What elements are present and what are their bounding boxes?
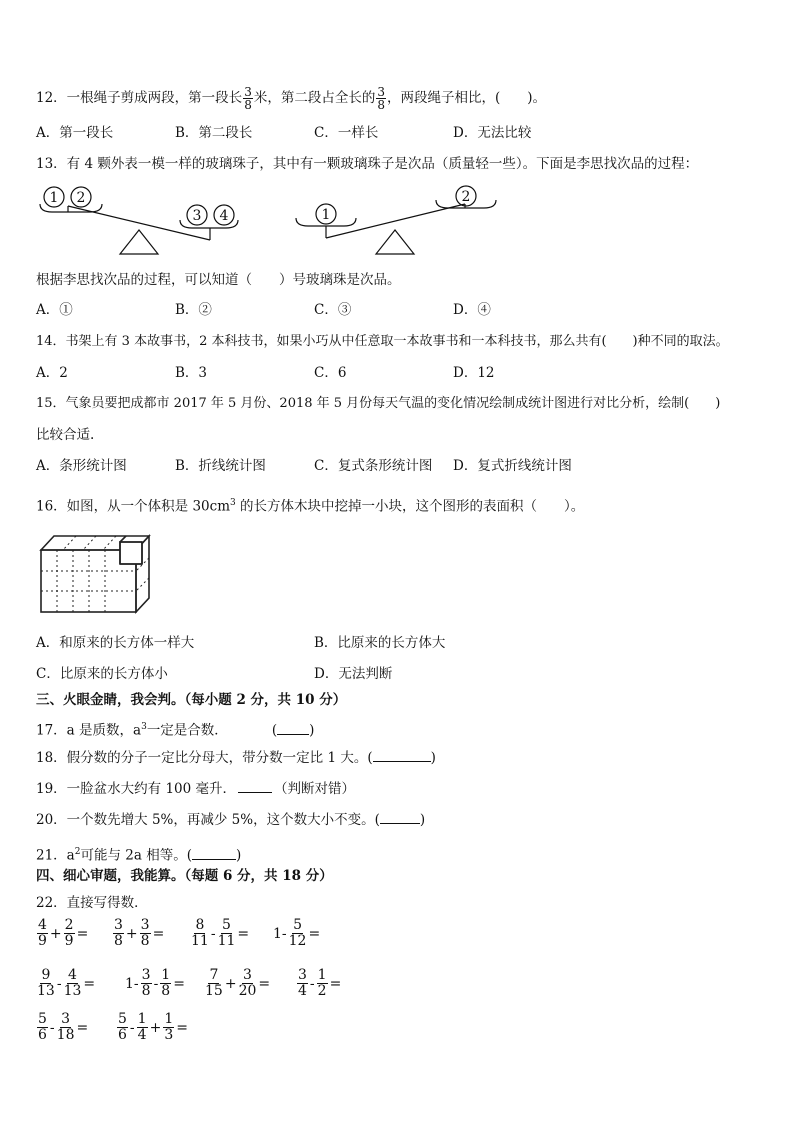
q21-answer-blank[interactable] — [192, 859, 236, 860]
q15-option-a[interactable]: A．条形统计图 — [36, 458, 127, 474]
calc-fraction: $\frac{4}{13}$ — [63, 967, 82, 999]
q14-option-b[interactable]: B．3 — [175, 365, 208, 381]
calc-operator: + — [125, 925, 138, 942]
q12-option-a[interactable]: A．第一段长 — [36, 125, 114, 141]
calc-operator: = — [76, 925, 89, 942]
calc-expression-2[interactable] — [112, 918, 165, 949]
q17-superscript: 3 — [141, 722, 147, 732]
calc-operator: = — [237, 925, 250, 942]
question-18 — [36, 748, 436, 768]
calc-operator: 1- — [125, 975, 139, 992]
q17-text-b: 一定是合数． — [146, 722, 228, 739]
calc-expression-8[interactable] — [296, 968, 342, 999]
calc-operator: + — [49, 925, 62, 942]
q21-text-a: 21．a — [36, 847, 75, 864]
bead-label-1b: 1 — [321, 207, 331, 223]
calc-fraction: $\frac{1}{2}$ — [317, 967, 327, 999]
q15-option-c[interactable]: C．复式条形统计图 — [314, 458, 433, 474]
q19-answer-blank[interactable] — [238, 792, 272, 793]
calc-expression-6[interactable] — [124, 968, 186, 999]
q20-close-paren: ) — [419, 812, 426, 828]
q17-answer-blank[interactable] — [277, 734, 309, 735]
bead-label-4: 4 — [219, 208, 229, 224]
calc-expression-4[interactable] — [272, 918, 321, 949]
q18-close-paren: ) — [430, 750, 436, 766]
calc-operator: - — [210, 925, 216, 942]
q19-hint: （判断对错） — [274, 781, 356, 797]
q21-close-paren: ) — [235, 847, 242, 864]
q17-text-a: 17．a 是质数，a — [36, 722, 142, 739]
q12-text-2: 米，第二段占全长的 — [253, 90, 376, 106]
calc-expression-1[interactable] — [36, 918, 89, 949]
calc-expression-5[interactable] — [36, 968, 96, 999]
q16-option-d[interactable]: D．无法判断 — [314, 666, 393, 682]
calc-operator: = — [329, 975, 342, 992]
q13-option-b[interactable]: B．② — [175, 302, 212, 318]
bead-label-3: 3 — [192, 208, 202, 224]
q12-text-3: ，两段绳子相比，( )。 — [386, 90, 547, 106]
calc-operator: = — [258, 975, 271, 992]
question-19 — [36, 779, 355, 799]
bead-label-2: 2 — [76, 190, 86, 206]
q12-fraction-2: $\frac{3}{8}$ — [377, 85, 385, 112]
q16-option-a[interactable]: A．和原来的长方体一样大 — [36, 635, 195, 651]
calc-fraction: $\frac{9}{13}$ — [37, 967, 55, 999]
balance-scale-1 — [40, 187, 238, 254]
q16-option-c[interactable]: C．比原来的长方体小 — [36, 666, 168, 682]
q21-text-b: 可能与 2a 相等。( — [80, 847, 192, 864]
calc-expression-10[interactable] — [116, 1012, 189, 1043]
q20-text: 20．一个数先增大 5%，再减少 5%，这个数大小不变。( — [36, 812, 380, 828]
calc-operator: - — [309, 975, 315, 992]
calc-fraction: $\frac{1}{3}$ — [164, 1011, 174, 1043]
q12-option-c[interactable]: C．一样长 — [314, 125, 379, 141]
q14-option-c[interactable]: C．6 — [314, 365, 347, 381]
q16-superscript: 3 — [230, 498, 236, 508]
question-12 — [36, 86, 546, 111]
q13-option-a[interactable]: A．① — [36, 302, 73, 318]
calc-operator: - — [153, 975, 159, 992]
balance-scale-diagram — [0, 182, 794, 262]
question-20 — [36, 810, 425, 830]
q12-option-d[interactable]: D．无法比较 — [453, 125, 532, 141]
calc-operator: = — [76, 1019, 89, 1036]
question-21 — [36, 842, 241, 866]
calc-fraction: $\frac{1}{4}$ — [137, 1011, 147, 1043]
q20-answer-blank[interactable] — [380, 823, 420, 824]
q12-text-1: 12．一根绳子剪成两段，第一段长 — [36, 90, 243, 106]
calc-fraction: $\frac{5}{11}$ — [217, 917, 236, 949]
q14-option-d[interactable]: D．12 — [453, 365, 495, 381]
question-22-title: 22．直接写得数． — [36, 895, 148, 911]
calc-fraction: $\frac{5}{6}$ — [38, 1011, 47, 1043]
question-16 — [36, 493, 584, 517]
calc-operator: - — [129, 1019, 135, 1036]
q17-close-paren: ) — [309, 722, 315, 739]
calc-operator: + — [224, 975, 237, 992]
balance-scale-2 — [296, 186, 496, 254]
calc-fraction: $\frac{2}{9}$ — [64, 917, 74, 949]
calc-fraction: $\frac{4}{9}$ — [38, 917, 47, 949]
calc-expression-7[interactable] — [204, 968, 271, 999]
calc-fraction: $\frac{8}{11}$ — [191, 917, 209, 949]
calc-operator: - — [56, 975, 62, 992]
bead-label-1: 1 — [49, 190, 59, 206]
q14-option-a[interactable]: A．2 — [36, 365, 68, 381]
calc-expression-9[interactable] — [36, 1012, 89, 1043]
q15-option-b[interactable]: B．折线统计图 — [175, 458, 266, 474]
q16-text-a: 16．如图，从一个体积是 30cm — [36, 498, 231, 515]
cuboid-figure — [36, 528, 156, 618]
q19-text: 19．一脸盆水大约有 100 毫升． — [36, 781, 237, 797]
calc-expression-3[interactable] — [190, 918, 250, 949]
calc-fraction: $\frac{5}{12}$ — [288, 917, 307, 949]
q12-option-b[interactable]: B．第二段长 — [175, 125, 253, 141]
calc-fraction: $\frac{3}{8}$ — [141, 967, 151, 999]
calc-operator: - — [49, 1019, 55, 1036]
q13-option-c[interactable]: C．③ — [314, 302, 352, 318]
calc-operator: = — [83, 975, 96, 992]
calc-operator: 1- — [273, 925, 287, 942]
calc-fraction: $\frac{3}{4}$ — [298, 967, 307, 999]
calc-fraction: $\frac{3}{8}$ — [114, 917, 123, 949]
section-4-heading: 四、细心审题，我能算。（每题 6 分，共 18 分） — [36, 868, 333, 884]
question-13: 13．有 4 颗外表一模一样的玻璃珠子，其中有一颗玻璃珠子是次品（质量轻一些）。下面是李思找次品的过程： — [36, 156, 699, 172]
question-14: 14．书架上有 3 本故事书，2 本科技书，如果小巧从中任意取一本故事书和一本科技书，那么共有( )种不同的取法。 — [36, 334, 729, 349]
q18-text: 18．假分数的分子一定比分母大，带分数一定比 1 大。( — [36, 750, 373, 766]
question-17 — [36, 717, 314, 741]
q13-question-text: 根据李思找次品的过程，可以知道（ ）号玻璃珠是次品。 — [36, 272, 401, 288]
question-15-line-2: 比较合适. — [36, 427, 95, 443]
calc-operator: = — [176, 1019, 188, 1036]
calc-fraction: $\frac{7}{15}$ — [205, 967, 223, 999]
question-15-line-1: 15．气象员要把成都市 2017 年 5 月份、2018 年 5 月份每天气温的变化情况绘制成统计图进行对比分析，绘制( ) — [36, 396, 721, 411]
bead-label-2b: 2 — [461, 189, 471, 205]
calc-fraction: $\frac{3}{20}$ — [238, 967, 257, 999]
calc-fraction: $\frac{3}{8}$ — [140, 917, 150, 949]
calc-operator: + — [149, 1019, 162, 1036]
q21-superscript: 2 — [74, 847, 81, 857]
calc-operator: = — [152, 925, 165, 942]
q16-text-b: 的长方体木块中挖掉一小块，这个图形的表面积（ ）。 — [235, 498, 585, 515]
calc-operator: = — [173, 975, 185, 992]
q13-option-d[interactable]: D．④ — [453, 302, 491, 318]
q15-option-d[interactable]: D．复式折线统计图 — [453, 458, 572, 474]
q12-fraction-1: $\frac{3}{8}$ — [244, 85, 252, 112]
section-3-heading: 三、火眼金睛，我会判。（每小题 2 分，共 10 分） — [36, 692, 347, 708]
q17-open-paren: ( — [271, 722, 278, 739]
calc-fraction: $\frac{3}{18}$ — [56, 1011, 75, 1043]
calc-fraction: $\frac{5}{6}$ — [118, 1011, 127, 1043]
calc-fraction: $\frac{1}{8}$ — [161, 967, 171, 999]
calc-operator: = — [308, 925, 321, 942]
q18-answer-blank[interactable] — [373, 761, 431, 762]
q16-option-b[interactable]: B．比原来的长方体大 — [314, 635, 446, 651]
